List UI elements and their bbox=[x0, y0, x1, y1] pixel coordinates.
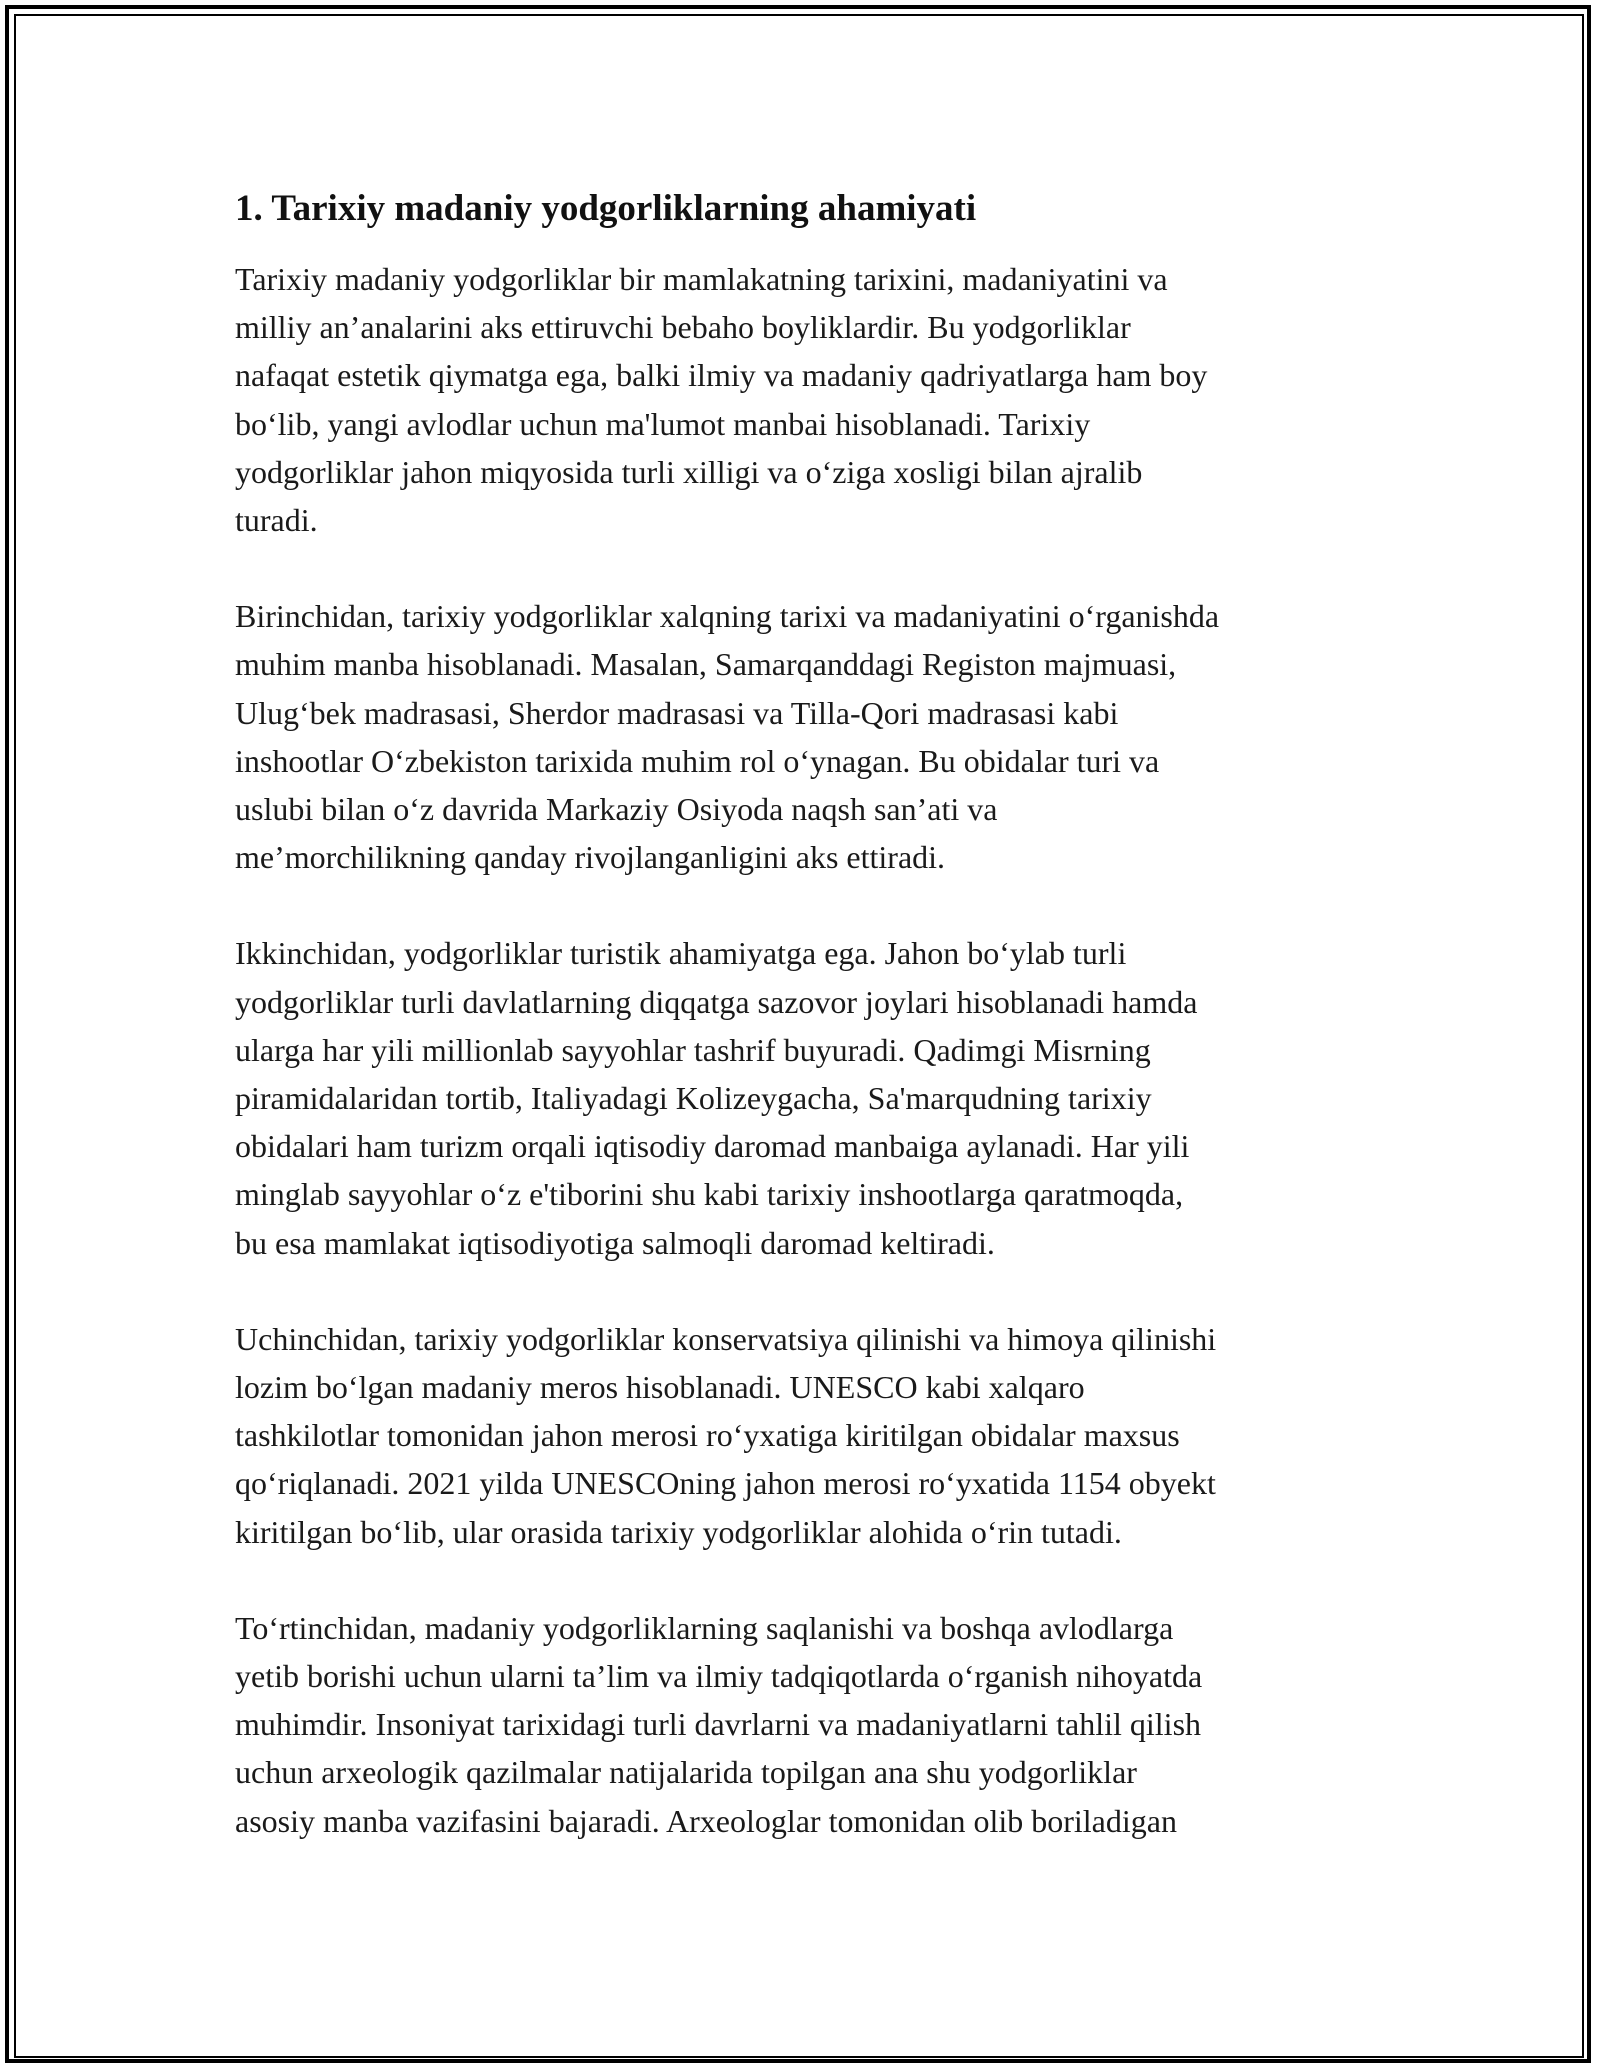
text-line: yetib borishi uchun ularni ta’lim va ilmiy tadqiqotlarda o‘rganish nihoyatda bbox=[235, 1658, 1203, 1695]
text-line: bo‘lib, yangi avlodlar uchun ma'lumot manbai hisoblanadi. Tarixiy bbox=[235, 405, 1091, 442]
text-line: Birinchidan, tarixiy yodgorliklar xalqning tarixi va madaniyatini o‘rganishda bbox=[235, 598, 1220, 635]
paragraph-intro bbox=[235, 255, 1365, 544]
text-line: kiritilgan bo‘lib, ular orasida tarixiy yodgorliklar alohida o‘rin tutadi. bbox=[235, 1513, 1122, 1550]
text-line: qo‘riqlanadi. 2021 yilda UNESCOning jahon merosi ro‘yxatida 1154 obyekt bbox=[235, 1465, 1216, 1502]
text-line: inshootlar O‘zbekiston tarixida muhim rol o‘ynagan. Bu obidalar turi va bbox=[235, 742, 1160, 779]
document-body bbox=[235, 185, 1365, 1893]
text-line: Tarixiy madaniy yodgorliklar bir mamlakatning tarixini, madaniyatini va bbox=[235, 261, 1168, 297]
text-line: tashkilotlar tomonidan jahon merosi ro‘yxatiga kiritilgan obidalar maxsus bbox=[235, 1417, 1180, 1454]
text-line: muhim manba hisoblanadi. Masalan, Samarqanddagi Registon majmuasi, bbox=[235, 646, 1177, 683]
text-line: milliy an’analarini aks ettiruvchi bebaho boyliklardir. Bu yodgorliklar bbox=[235, 309, 1131, 346]
text-line: obidalari ham turizm orqali iqtisodiy daromad manbaiga aylanadi. Har yili bbox=[235, 1128, 1190, 1165]
text-line: Ulug‘bek madrasasi, Sherdor madrasasi va Tilla-Qori madrasasi kabi bbox=[235, 694, 1119, 731]
text-line: piramidalaridan tortib, Italiyadagi Kolizeygacha, Sa'marqudning tarixiy bbox=[235, 1080, 1152, 1117]
text-line: ularga har yili millionlab sayyohlar tashrif buyuradi. Qadimgi Misrning bbox=[235, 1031, 1151, 1068]
text-line: nafaqat estetik qiymatga ega, balki ilmiy va madaniy qadriyatlarga ham boy bbox=[235, 357, 1208, 394]
paragraph-first bbox=[235, 592, 1365, 881]
text-line: yodgorliklar jahon miqyosida turli xilligi va o‘ziga xosligi bilan ajralib bbox=[235, 453, 1143, 490]
section-heading: 1. Tarixiy madaniy yodgorliklarning ahamiyati bbox=[235, 188, 977, 229]
text-line: me’morchilikning qanday rivojlanganligini aks ettiradi. bbox=[235, 839, 946, 876]
text-line: asosiy manba vazifasini bajaradi. Arxeologlar tomonidan olib boriladigan bbox=[235, 1802, 1177, 1839]
text-line: bu esa mamlakat iqtisodiyotiga salmoqli daromad keltiradi. bbox=[235, 1224, 995, 1261]
text-line: uchun arxeologik qazilmalar natijalarida topilgan ana shu yodgorliklar bbox=[235, 1754, 1137, 1791]
text-line: yodgorliklar turli davlatlarning diqqatga sazovor joylari hisoblanadi hamda bbox=[235, 983, 1198, 1020]
text-line: Ikkinchidan, yodgorliklar turistik ahamiyatga ega. Jahon bo‘ylab turli bbox=[235, 935, 1127, 972]
text-line: To‘rtinchidan, madaniy yodgorliklarning saqlanishi va boshqa avlodlarga bbox=[235, 1609, 1174, 1646]
paragraph-third bbox=[235, 1315, 1365, 1556]
paragraph-fourth bbox=[235, 1604, 1365, 1845]
text-line: turadi. bbox=[235, 502, 318, 539]
paragraph-second bbox=[235, 929, 1365, 1266]
text-line: uslubi bilan o‘z davrida Markaziy Osiyoda naqsh san’ati va bbox=[235, 791, 998, 828]
text-line: muhimdir. Insoniyat tarixidagi turli davrlarni va madaniyatlarni tahlil qilish bbox=[235, 1706, 1202, 1743]
text-line: lozim bo‘lgan madaniy meros hisoblanadi. UNESCO kabi xalqaro bbox=[235, 1369, 1085, 1406]
text-line: minglab sayyohlar o‘z e'tiborini shu kabi tarixiy inshootlarga qaratmoqda, bbox=[235, 1176, 1184, 1213]
text-line: Uchinchidan, tarixiy yodgorliklar konservatsiya qilinishi va himoya qilinishi bbox=[235, 1320, 1217, 1357]
